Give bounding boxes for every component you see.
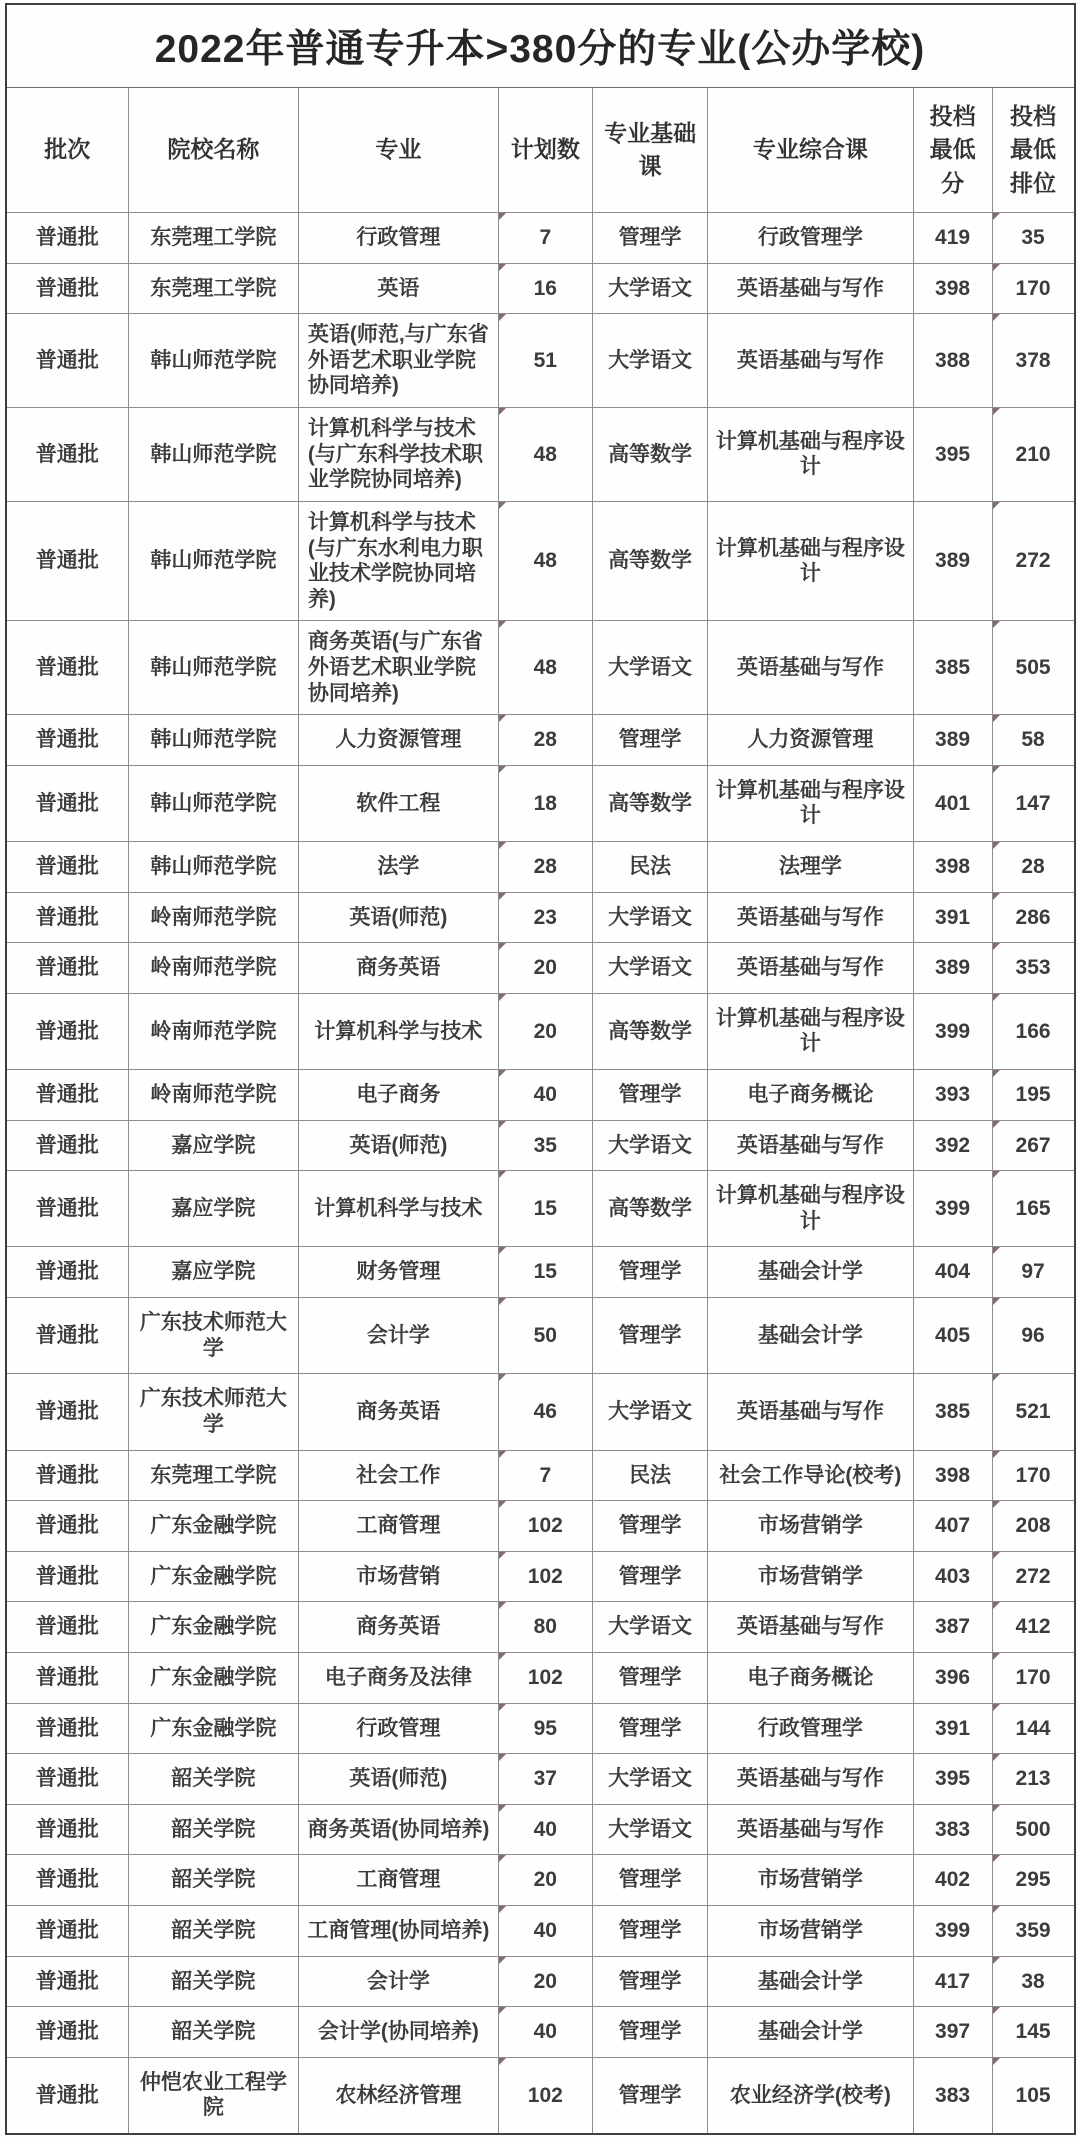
cell-basic-course: 高等数学 — [592, 1171, 707, 1247]
cell-min-score: 385 — [913, 621, 992, 715]
cell-plan-count: 46 — [498, 1374, 592, 1450]
cell-college: 广东金融学院 — [128, 1602, 298, 1653]
cell-college: 韶关学院 — [128, 2007, 298, 2058]
cell-batch: 普通批 — [6, 1956, 129, 2007]
cell-plan-count: 35 — [498, 1120, 592, 1171]
column-header-comprehensive-course: 专业综合课 — [708, 88, 913, 213]
cell-comprehensive-course: 计算机基础与程序设计 — [708, 408, 913, 502]
cell-basic-course: 大学语文 — [592, 1754, 707, 1805]
cell-comprehensive-course: 英语基础与写作 — [708, 1120, 913, 1171]
cell-college: 韩山师范学院 — [128, 621, 298, 715]
cell-min-rank: 166 — [992, 993, 1074, 1069]
table-row — [6, 408, 1075, 502]
cell-batch: 普通批 — [6, 1070, 129, 1121]
cell-batch: 普通批 — [6, 408, 129, 502]
cell-major: 会计学(协同培养) — [298, 2007, 498, 2058]
cell-plan-count: 16 — [498, 263, 592, 314]
table-row — [6, 1501, 1075, 1552]
cell-plan-count: 102 — [498, 2057, 592, 2134]
cell-plan-count: 50 — [498, 1298, 592, 1374]
cell-plan-count: 20 — [498, 1855, 592, 1906]
cell-min-score: 398 — [913, 1450, 992, 1501]
cell-plan-count: 28 — [498, 842, 592, 893]
cell-plan-count: 15 — [498, 1247, 592, 1298]
cell-min-rank: 286 — [992, 892, 1074, 943]
cell-min-rank: 28 — [992, 842, 1074, 893]
cell-comprehensive-course: 英语基础与写作 — [708, 1754, 913, 1805]
cell-batch: 普通批 — [6, 715, 129, 766]
cell-batch: 普通批 — [6, 842, 129, 893]
cell-plan-count: 51 — [498, 314, 592, 408]
column-header-major: 专业 — [298, 88, 498, 213]
cell-college: 嘉应学院 — [128, 1247, 298, 1298]
cell-min-rank: 359 — [992, 1906, 1074, 1957]
cell-comprehensive-course: 计算机基础与程序设计 — [708, 501, 913, 620]
cell-min-rank: 170 — [992, 1652, 1074, 1703]
table-row — [6, 1171, 1075, 1247]
cell-min-score: 405 — [913, 1298, 992, 1374]
cell-min-rank: 267 — [992, 1120, 1074, 1171]
cell-college: 广东金融学院 — [128, 1551, 298, 1602]
cell-major: 法学 — [298, 842, 498, 893]
cell-basic-course: 民法 — [592, 1450, 707, 1501]
cell-plan-count: 48 — [498, 408, 592, 502]
cell-min-score: 397 — [913, 2007, 992, 2058]
cell-min-score: 398 — [913, 263, 992, 314]
cell-plan-count: 40 — [498, 1906, 592, 1957]
cell-plan-count: 48 — [498, 621, 592, 715]
cell-min-score: 419 — [913, 213, 992, 264]
cell-batch: 普通批 — [6, 2057, 129, 2134]
cell-batch: 普通批 — [6, 1855, 129, 1906]
cell-batch: 普通批 — [6, 1703, 129, 1754]
cell-plan-count: 23 — [498, 892, 592, 943]
table-row — [6, 2007, 1075, 2058]
table-row — [6, 715, 1075, 766]
cell-college: 广东技术师范大学 — [128, 1298, 298, 1374]
cell-batch: 普通批 — [6, 943, 129, 994]
cell-min-score: 391 — [913, 892, 992, 943]
cell-min-score: 392 — [913, 1120, 992, 1171]
cell-college: 韩山师范学院 — [128, 408, 298, 502]
cell-comprehensive-course: 英语基础与写作 — [708, 621, 913, 715]
cell-college: 韩山师范学院 — [128, 501, 298, 620]
cell-min-rank: 272 — [992, 501, 1074, 620]
cell-min-score: 402 — [913, 1855, 992, 1906]
cell-comprehensive-course: 计算机基础与程序设计 — [708, 765, 913, 841]
cell-college: 广东金融学院 — [128, 1501, 298, 1552]
cell-comprehensive-course: 电子商务概论 — [708, 1070, 913, 1121]
cell-min-score: 385 — [913, 1374, 992, 1450]
cell-comprehensive-course: 基础会计学 — [708, 1956, 913, 2007]
cell-comprehensive-course: 英语基础与写作 — [708, 892, 913, 943]
cell-major: 英语(师范,与广东省外语艺术职业学院协同培养) — [298, 314, 498, 408]
cell-basic-course: 高等数学 — [592, 993, 707, 1069]
cell-min-score: 396 — [913, 1652, 992, 1703]
cell-min-rank: 195 — [992, 1070, 1074, 1121]
table-row — [6, 1450, 1075, 1501]
cell-plan-count: 102 — [498, 1501, 592, 1552]
column-header-college: 院校名称 — [128, 88, 298, 213]
cell-comprehensive-course: 市场营销学 — [708, 1501, 913, 1552]
cell-college: 韶关学院 — [128, 1956, 298, 2007]
cell-college: 嘉应学院 — [128, 1120, 298, 1171]
cell-batch: 普通批 — [6, 1374, 129, 1450]
cell-min-score: 389 — [913, 501, 992, 620]
cell-college: 岭南师范学院 — [128, 993, 298, 1069]
cell-batch: 普通批 — [6, 765, 129, 841]
table-row — [6, 621, 1075, 715]
cell-major: 商务英语 — [298, 1374, 498, 1450]
cell-major: 英语 — [298, 263, 498, 314]
cell-batch: 普通批 — [6, 213, 129, 264]
cell-major: 电子商务 — [298, 1070, 498, 1121]
cell-comprehensive-course: 英语基础与写作 — [708, 1804, 913, 1855]
cell-batch: 普通批 — [6, 1501, 129, 1552]
table-row — [6, 1956, 1075, 2007]
table-row — [6, 765, 1075, 841]
cell-min-rank: 208 — [992, 1501, 1074, 1552]
cell-plan-count: 40 — [498, 2007, 592, 2058]
cell-college: 岭南师范学院 — [128, 943, 298, 994]
cell-comprehensive-course: 英语基础与写作 — [708, 943, 913, 994]
cell-college: 东莞理工学院 — [128, 1450, 298, 1501]
cell-min-score: 388 — [913, 314, 992, 408]
cell-plan-count: 28 — [498, 715, 592, 766]
cell-college: 韩山师范学院 — [128, 765, 298, 841]
cell-comprehensive-course: 电子商务概论 — [708, 1652, 913, 1703]
cell-batch: 普通批 — [6, 621, 129, 715]
table-row — [6, 1906, 1075, 1957]
table-row — [6, 1298, 1075, 1374]
cell-plan-count: 95 — [498, 1703, 592, 1754]
cell-min-rank: 96 — [992, 1298, 1074, 1374]
cell-basic-course: 大学语文 — [592, 263, 707, 314]
table-row — [6, 1551, 1075, 1602]
cell-basic-course: 管理学 — [592, 1703, 707, 1754]
cell-college: 广东金融学院 — [128, 1652, 298, 1703]
column-header-min-rank: 投档最低排位 — [992, 88, 1074, 213]
cell-min-score: 383 — [913, 2057, 992, 2134]
cell-min-rank: 58 — [992, 715, 1074, 766]
cell-basic-course: 管理学 — [592, 213, 707, 264]
cell-college: 韶关学院 — [128, 1804, 298, 1855]
cell-major: 工商管理(协同培养) — [298, 1906, 498, 1957]
cell-major: 电子商务及法律 — [298, 1652, 498, 1703]
cell-basic-course: 管理学 — [592, 1906, 707, 1957]
table-row — [6, 1703, 1075, 1754]
cell-plan-count: 18 — [498, 765, 592, 841]
cell-plan-count: 37 — [498, 1754, 592, 1805]
cell-min-rank: 105 — [992, 2057, 1074, 2134]
cell-batch: 普通批 — [6, 1551, 129, 1602]
table-row — [6, 263, 1075, 314]
admission-score-table — [5, 3, 1076, 2135]
cell-min-rank: 295 — [992, 1855, 1074, 1906]
cell-min-rank: 210 — [992, 408, 1074, 502]
cell-basic-course: 大学语文 — [592, 892, 707, 943]
cell-major: 会计学 — [298, 1298, 498, 1374]
table-row — [6, 1652, 1075, 1703]
cell-min-score: 395 — [913, 408, 992, 502]
cell-min-score: 404 — [913, 1247, 992, 1298]
cell-comprehensive-course: 行政管理学 — [708, 1703, 913, 1754]
cell-plan-count: 102 — [498, 1551, 592, 1602]
cell-college: 广东技术师范大学 — [128, 1374, 298, 1450]
cell-min-score: 393 — [913, 1070, 992, 1121]
table-row — [6, 993, 1075, 1069]
table-head — [6, 4, 1075, 213]
cell-major: 行政管理 — [298, 1703, 498, 1754]
cell-comprehensive-course: 英语基础与写作 — [708, 1602, 913, 1653]
cell-basic-course: 管理学 — [592, 2007, 707, 2058]
cell-basic-course: 管理学 — [592, 1070, 707, 1121]
cell-min-rank: 38 — [992, 1956, 1074, 2007]
column-header-min-score: 投档最低分 — [913, 88, 992, 213]
cell-college: 韶关学院 — [128, 1906, 298, 1957]
cell-min-rank: 378 — [992, 314, 1074, 408]
cell-plan-count: 20 — [498, 1956, 592, 2007]
cell-batch: 普通批 — [6, 263, 129, 314]
cell-comprehensive-course: 英语基础与写作 — [708, 314, 913, 408]
table-row — [6, 842, 1075, 893]
cell-min-score: 407 — [913, 1501, 992, 1552]
cell-college: 岭南师范学院 — [128, 892, 298, 943]
cell-basic-course: 管理学 — [592, 1298, 707, 1374]
cell-basic-course: 高等数学 — [592, 408, 707, 502]
cell-major: 商务英语 — [298, 943, 498, 994]
cell-batch: 普通批 — [6, 1450, 129, 1501]
cell-min-score: 389 — [913, 943, 992, 994]
cell-min-rank: 170 — [992, 1450, 1074, 1501]
cell-min-rank: 272 — [992, 1551, 1074, 1602]
cell-min-score: 417 — [913, 1956, 992, 2007]
cell-plan-count: 15 — [498, 1171, 592, 1247]
cell-basic-course: 管理学 — [592, 2057, 707, 2134]
cell-min-score: 389 — [913, 715, 992, 766]
table-row — [6, 1804, 1075, 1855]
cell-major: 社会工作 — [298, 1450, 498, 1501]
cell-basic-course: 大学语文 — [592, 943, 707, 994]
cell-min-rank: 144 — [992, 1703, 1074, 1754]
cell-major: 计算机科学与技术(与广东科学技术职业学院协同培养) — [298, 408, 498, 502]
cell-comprehensive-course: 农业经济学(校考) — [708, 2057, 913, 2134]
cell-min-rank: 145 — [992, 2007, 1074, 2058]
cell-batch: 普通批 — [6, 1298, 129, 1374]
cell-major: 财务管理 — [298, 1247, 498, 1298]
cell-min-rank: 170 — [992, 263, 1074, 314]
cell-major: 工商管理 — [298, 1501, 498, 1552]
table-row — [6, 213, 1075, 264]
column-header-plan-count: 计划数 — [498, 88, 592, 213]
cell-major: 工商管理 — [298, 1855, 498, 1906]
cell-batch: 普通批 — [6, 1247, 129, 1298]
table-row — [6, 1754, 1075, 1805]
cell-batch: 普通批 — [6, 1652, 129, 1703]
cell-min-rank: 505 — [992, 621, 1074, 715]
table-row — [6, 1374, 1075, 1450]
cell-min-rank: 97 — [992, 1247, 1074, 1298]
cell-basic-course: 大学语文 — [592, 621, 707, 715]
table-row — [6, 314, 1075, 408]
cell-batch: 普通批 — [6, 892, 129, 943]
cell-min-rank: 147 — [992, 765, 1074, 841]
cell-comprehensive-course: 市场营销学 — [708, 1906, 913, 1957]
cell-min-score: 399 — [913, 1906, 992, 1957]
cell-comprehensive-course: 英语基础与写作 — [708, 1374, 913, 1450]
cell-min-score: 395 — [913, 1754, 992, 1805]
cell-plan-count: 7 — [498, 1450, 592, 1501]
cell-major: 计算机科学与技术(与广东水利电力职业技术学院协同培养) — [298, 501, 498, 620]
cell-batch: 普通批 — [6, 993, 129, 1069]
cell-batch: 普通批 — [6, 501, 129, 620]
cell-min-score: 387 — [913, 1602, 992, 1653]
cell-comprehensive-course: 人力资源管理 — [708, 715, 913, 766]
cell-major: 行政管理 — [298, 213, 498, 264]
table-row — [6, 1070, 1075, 1121]
cell-comprehensive-course: 法理学 — [708, 842, 913, 893]
cell-major: 英语(师范) — [298, 1120, 498, 1171]
cell-major: 计算机科学与技术 — [298, 993, 498, 1069]
page-title: 2022年普通专升本>380分的专业(公办学校) — [6, 4, 1075, 88]
cell-college: 广东金融学院 — [128, 1703, 298, 1754]
cell-comprehensive-course: 市场营销学 — [708, 1855, 913, 1906]
cell-college: 韩山师范学院 — [128, 842, 298, 893]
table-body — [6, 213, 1075, 2135]
cell-min-rank: 213 — [992, 1754, 1074, 1805]
cell-major: 商务英语(协同培养) — [298, 1804, 498, 1855]
cell-comprehensive-course: 基础会计学 — [708, 1247, 913, 1298]
cell-college: 韶关学院 — [128, 1754, 298, 1805]
cell-min-score: 391 — [913, 1703, 992, 1754]
table-row — [6, 1855, 1075, 1906]
cell-major: 软件工程 — [298, 765, 498, 841]
cell-comprehensive-course: 英语基础与写作 — [708, 263, 913, 314]
cell-basic-course: 管理学 — [592, 1956, 707, 2007]
cell-batch: 普通批 — [6, 1171, 129, 1247]
cell-basic-course: 大学语文 — [592, 1374, 707, 1450]
cell-min-rank: 353 — [992, 943, 1074, 994]
cell-min-score: 398 — [913, 842, 992, 893]
cell-plan-count: 102 — [498, 1652, 592, 1703]
cell-basic-course: 民法 — [592, 842, 707, 893]
cell-min-rank: 165 — [992, 1171, 1074, 1247]
cell-basic-course: 管理学 — [592, 1247, 707, 1298]
cell-college: 仲恺农业工程学院 — [128, 2057, 298, 2134]
cell-basic-course: 管理学 — [592, 715, 707, 766]
cell-college: 韶关学院 — [128, 1855, 298, 1906]
cell-college: 嘉应学院 — [128, 1171, 298, 1247]
cell-min-score: 399 — [913, 1171, 992, 1247]
cell-min-rank: 35 — [992, 213, 1074, 264]
cell-college: 岭南师范学院 — [128, 1070, 298, 1121]
cell-major: 计算机科学与技术 — [298, 1171, 498, 1247]
column-header-basic-course: 专业基础课 — [592, 88, 707, 213]
cell-college: 东莞理工学院 — [128, 213, 298, 264]
cell-comprehensive-course: 基础会计学 — [708, 2007, 913, 2058]
cell-batch: 普通批 — [6, 1804, 129, 1855]
cell-min-score: 399 — [913, 993, 992, 1069]
cell-basic-course: 大学语文 — [592, 1602, 707, 1653]
table-row — [6, 2057, 1075, 2134]
cell-basic-course: 管理学 — [592, 1652, 707, 1703]
cell-batch: 普通批 — [6, 1906, 129, 1957]
cell-college: 韩山师范学院 — [128, 715, 298, 766]
cell-comprehensive-course: 市场营销学 — [708, 1551, 913, 1602]
table-row — [6, 1602, 1075, 1653]
cell-min-rank: 521 — [992, 1374, 1074, 1450]
cell-comprehensive-course: 行政管理学 — [708, 213, 913, 264]
cell-major: 商务英语(与广东省外语艺术职业学院协同培养) — [298, 621, 498, 715]
table-row — [6, 1120, 1075, 1171]
cell-basic-course: 大学语文 — [592, 1120, 707, 1171]
cell-min-score: 383 — [913, 1804, 992, 1855]
cell-plan-count: 20 — [498, 993, 592, 1069]
cell-major: 英语(师范) — [298, 1754, 498, 1805]
cell-batch: 普通批 — [6, 314, 129, 408]
cell-college: 东莞理工学院 — [128, 263, 298, 314]
cell-comprehensive-course: 计算机基础与程序设计 — [708, 1171, 913, 1247]
table-row — [6, 501, 1075, 620]
cell-basic-course: 高等数学 — [592, 501, 707, 620]
cell-major: 人力资源管理 — [298, 715, 498, 766]
cell-comprehensive-course: 社会工作导论(校考) — [708, 1450, 913, 1501]
cell-major: 英语(师范) — [298, 892, 498, 943]
cell-plan-count: 20 — [498, 943, 592, 994]
cell-plan-count: 7 — [498, 213, 592, 264]
table-row — [6, 1247, 1075, 1298]
cell-major: 会计学 — [298, 1956, 498, 2007]
table-row — [6, 892, 1075, 943]
header-row — [6, 88, 1075, 213]
cell-basic-course: 管理学 — [592, 1501, 707, 1552]
cell-plan-count: 40 — [498, 1070, 592, 1121]
cell-plan-count: 80 — [498, 1602, 592, 1653]
cell-basic-course: 高等数学 — [592, 765, 707, 841]
cell-comprehensive-course: 计算机基础与程序设计 — [708, 993, 913, 1069]
cell-basic-course: 大学语文 — [592, 1804, 707, 1855]
cell-min-rank: 500 — [992, 1804, 1074, 1855]
cell-plan-count: 40 — [498, 1804, 592, 1855]
cell-plan-count: 48 — [498, 501, 592, 620]
cell-basic-course: 大学语文 — [592, 314, 707, 408]
cell-basic-course: 管理学 — [592, 1551, 707, 1602]
cell-comprehensive-course: 基础会计学 — [708, 1298, 913, 1374]
column-header-batch: 批次 — [6, 88, 129, 213]
cell-basic-course: 管理学 — [592, 1855, 707, 1906]
cell-batch: 普通批 — [6, 1602, 129, 1653]
title-row — [6, 4, 1075, 88]
cell-batch: 普通批 — [6, 2007, 129, 2058]
cell-major: 农林经济管理 — [298, 2057, 498, 2134]
cell-min-rank: 412 — [992, 1602, 1074, 1653]
cell-batch: 普通批 — [6, 1120, 129, 1171]
table-row — [6, 943, 1075, 994]
cell-college: 韩山师范学院 — [128, 314, 298, 408]
cell-batch: 普通批 — [6, 1754, 129, 1805]
cell-min-score: 401 — [913, 765, 992, 841]
cell-major: 商务英语 — [298, 1602, 498, 1653]
cell-min-score: 403 — [913, 1551, 992, 1602]
cell-major: 市场营销 — [298, 1551, 498, 1602]
